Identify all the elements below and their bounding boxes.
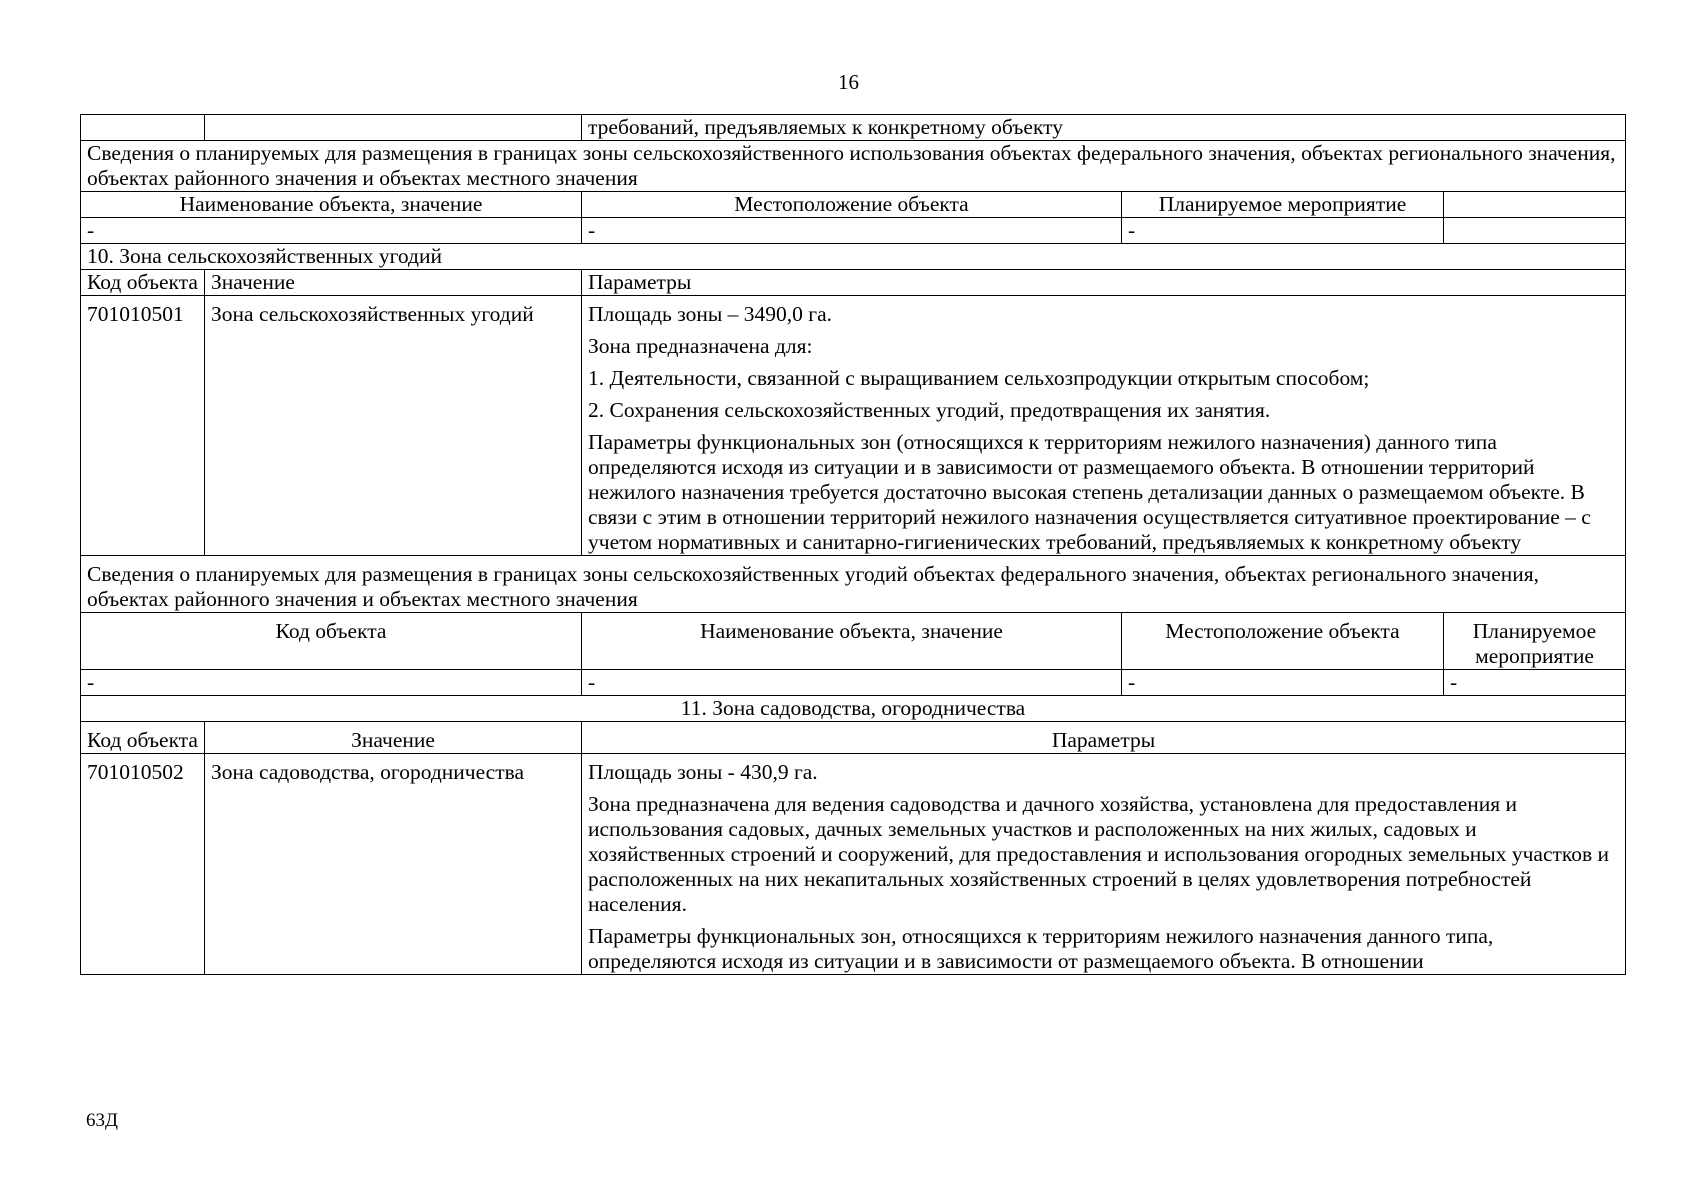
empty-cell	[81, 115, 205, 141]
dash-cell: -	[1444, 670, 1626, 696]
empty-cell	[205, 115, 582, 141]
zone-parameter: Зона предназначена для:	[588, 334, 813, 358]
zone-11-header-row	[81, 722, 1626, 754]
zone-11-data-row	[81, 754, 1626, 975]
zone-parameter: Параметры функциональных зон, относящихся к территориям нежилого назначения данного типа, определяются исходя из ситуации и в зависимости от размещаемого объекта. В отношении	[588, 924, 1494, 973]
header-object-location: Местоположение объекта	[582, 192, 1122, 218]
zone-parameter: Площадь зоны - 430,9 га.	[588, 760, 818, 784]
header-object-code: Код объекта	[81, 722, 205, 754]
dash-cell: -	[582, 218, 1122, 244]
zone-10-data-row	[81, 296, 1626, 556]
footer-code: 63Д	[86, 1110, 118, 1131]
zone-10-title-row	[81, 244, 1626, 270]
header-planned-activity: Планируемое мероприятие	[1122, 192, 1444, 218]
dash-cell: -	[81, 218, 582, 244]
dash-cell: -	[582, 670, 1122, 696]
zone-parameter: 2. Сохранения сельскохозяйственных угодий, предотвращения их занятия.	[588, 398, 1271, 422]
header-planned-activity: Планируемое мероприятие	[1444, 613, 1626, 670]
zone-parameter: Параметры функциональных зон (относящихся к территориям нежилого назначения) данного типа определяются исходя из ситуации и в зависимости от размещаемого объекта. В отношении территорий нежилого назначения требуется достаточно высокая степень детализации данных о размещаемом объекте. В связи с этим в отношении территорий нежилого назначения осуществляется ситуативное проектирование – с учетом нормативных и санитарно-гигиенических требований, предъявляемых к конкретному объекту	[588, 430, 1591, 554]
header-object-code: Код объекта	[81, 613, 582, 670]
planned-objects-header-row	[81, 192, 1626, 218]
empty-cell	[1444, 192, 1626, 218]
zone-11-title-row	[81, 696, 1626, 722]
planned-objects-info-row	[81, 141, 1626, 192]
zones-table	[80, 114, 1626, 975]
header-value: Значение	[205, 270, 582, 296]
planned-objects-info-row	[81, 556, 1626, 613]
continuation-row	[81, 115, 1626, 141]
header-object-name: Наименование объекта, значение	[81, 192, 582, 218]
planned-objects-info-text: Сведения о планируемых для размещения в границах зоны сельскохозяйственных угодий объектах федерального значения, объектах регионального значения, объектах районного значения и объектах местного значения	[81, 556, 1626, 613]
planned-objects-dash-row	[81, 218, 1626, 244]
object-code: 701010502	[81, 754, 205, 975]
zone-11-title: 11. Зона садоводства, огородничества	[81, 696, 1626, 722]
planned-objects-dash-row	[81, 670, 1626, 696]
dash-cell: -	[81, 670, 582, 696]
zone-10-title: 10. Зона сельскохозяйственных угодий	[81, 244, 1626, 270]
zone-parameters	[582, 754, 1626, 975]
zone-name: Зона садоводства, огородничества	[205, 754, 582, 975]
continuation-text: требований, предъявляемых к конкретному объекту	[582, 115, 1626, 141]
empty-cell	[1444, 218, 1626, 244]
zone-name: Зона сельскохозяйственных угодий	[205, 296, 582, 556]
header-object-code: Код объекта	[81, 270, 205, 296]
dash-cell: -	[1122, 670, 1444, 696]
zone-parameters	[582, 296, 1626, 556]
header-parameters: Параметры	[582, 722, 1626, 754]
page-number: 16	[838, 70, 859, 94]
planned-objects-info-text: Сведения о планируемых для размещения в границах зоны сельскохозяйственного использования объектах федерального значения, объектах регионального значения, объектах районного значения и объектах местного значения	[81, 141, 1626, 192]
zone-parameter: 1. Деятельности, связанной с выращиванием сельхозпродукции открытым способом;	[588, 366, 1370, 390]
header-parameters: Параметры	[582, 270, 1626, 296]
zone-parameter: Зона предназначена для ведения садоводства и дачного хозяйства, установлена для предоставления и использования садовых, дачных земельных участков и расположенных на них жилых, садовых и хозяйственных строений и сооружений, для предоставления и использования огородных земельных участков и расположенных на них некапитальных хозяйственных строений в целях удовлетворения потребностей населения.	[588, 792, 1610, 916]
dash-cell: -	[1122, 218, 1444, 244]
zone-10-header-row	[81, 270, 1626, 296]
object-code: 701010501	[81, 296, 205, 556]
header-object-location: Местоположение объекта	[1122, 613, 1444, 670]
header-object-name: Наименование объекта, значение	[582, 613, 1122, 670]
planned-objects-header-row	[81, 613, 1626, 670]
header-value: Значение	[205, 722, 582, 754]
zone-parameter: Площадь зоны – 3490,0 га.	[588, 302, 833, 326]
